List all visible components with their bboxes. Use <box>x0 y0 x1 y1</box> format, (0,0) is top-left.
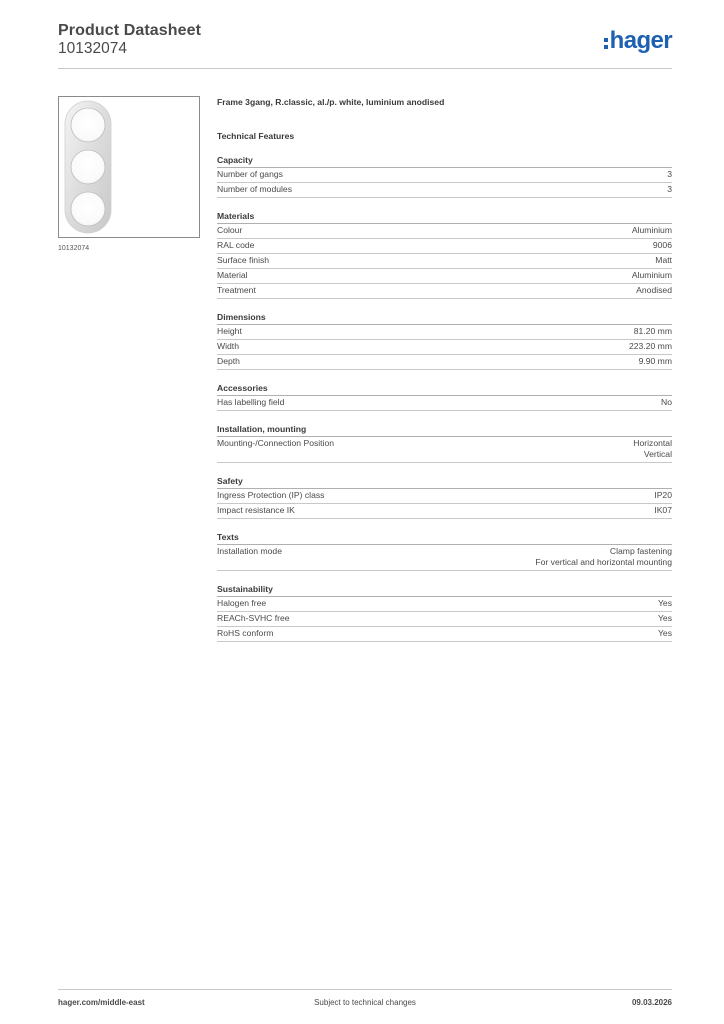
spec-row <box>217 269 672 284</box>
section-capacity <box>217 154 672 198</box>
article-number: 10132074 <box>58 40 127 57</box>
section-title: Accessories <box>217 382 672 396</box>
spec-row <box>217 545 672 571</box>
hager-logo <box>604 26 672 56</box>
spec-row <box>217 504 672 519</box>
section-title: Safety <box>217 475 672 489</box>
spec-row <box>217 254 672 269</box>
spec-row <box>217 597 672 612</box>
spec-value <box>240 356 672 367</box>
footer-website: hager.com/middle-east <box>58 998 145 1007</box>
spec-label: Number of modules <box>217 184 292 194</box>
spec-value-line: Yes <box>657 598 672 608</box>
spec-value <box>284 397 672 408</box>
spec-label: Installation mode <box>217 546 282 556</box>
spec-label: Height <box>217 326 242 336</box>
spec-label: Mounting-/Connection Position <box>217 438 335 448</box>
spec-value <box>334 438 672 460</box>
section-title: Sustainability <box>217 583 672 597</box>
spec-label: RoHS conform <box>217 628 274 638</box>
spec-value-line: 223.20 mm <box>629 341 672 351</box>
frame-3gang-illustration-icon <box>59 97 199 237</box>
section-installation-mounting <box>217 423 672 463</box>
spec-value-line: 9006 <box>652 240 672 250</box>
spec-value <box>256 285 672 296</box>
section-title: Capacity <box>217 154 672 168</box>
spec-value-line: No <box>661 397 672 407</box>
footer-notice: Subject to technical changes <box>314 998 416 1007</box>
document-title: Product Datasheet <box>58 22 202 39</box>
spec-value-line: For vertical and horizontal mounting <box>535 557 672 567</box>
spec-row <box>217 340 672 355</box>
spec-value <box>282 546 672 568</box>
section-sustainability <box>217 583 672 642</box>
product-image <box>58 96 200 238</box>
feature-sections <box>217 154 672 642</box>
footer-date: 09.03.2026 <box>631 998 672 1007</box>
spec-value <box>324 490 672 501</box>
spec-label: Width <box>217 341 239 351</box>
spec-value-line: Yes <box>657 613 672 623</box>
spec-value <box>283 169 672 180</box>
spec-value-line: Horizontal <box>633 438 672 448</box>
spec-value <box>242 225 672 236</box>
technical-features-title: Technical Features <box>217 131 295 141</box>
spec-value <box>248 270 672 281</box>
spec-value <box>242 326 672 337</box>
spec-value <box>290 613 672 624</box>
spec-label: Colour <box>217 225 243 235</box>
spec-row <box>217 627 672 642</box>
product-name: Frame 3gang, R.classic, al./p. white, luminium anodised <box>217 97 445 107</box>
spec-value-line: 9.90 mm <box>638 356 672 366</box>
spec-value-line: Clamp fastening <box>609 546 672 556</box>
spec-value-line: Yes <box>657 628 672 638</box>
spec-value-line: Aluminium <box>631 225 672 235</box>
section-title: Installation, mounting <box>217 423 672 437</box>
spec-value-line: Aluminium <box>631 270 672 280</box>
spec-label: Number of gangs <box>217 169 283 179</box>
section-texts <box>217 531 672 571</box>
spec-label: Has labelling field <box>217 397 285 407</box>
spec-value <box>266 598 672 609</box>
spec-label: Ingress Protection (IP) class <box>217 490 325 500</box>
spec-label: RAL code <box>217 240 255 250</box>
spec-label: Halogen free <box>217 598 267 608</box>
spec-row <box>217 355 672 370</box>
footer-divider <box>58 989 672 990</box>
image-caption: 10132074 <box>58 245 90 252</box>
spec-value <box>273 628 672 639</box>
spec-row <box>217 239 672 254</box>
section-title: Texts <box>217 531 672 545</box>
logo-dots-icon <box>604 38 608 49</box>
spec-value-line: IK07 <box>654 505 672 515</box>
section-title: Dimensions <box>217 311 672 325</box>
section-safety <box>217 475 672 519</box>
spec-row <box>217 183 672 198</box>
spec-value-line: Vertical <box>643 449 672 459</box>
spec-row <box>217 325 672 340</box>
spec-row <box>217 612 672 627</box>
page-header <box>58 20 672 72</box>
spec-value-line: Matt <box>655 255 672 265</box>
spec-row <box>217 224 672 239</box>
spec-value-line: 81.20 mm <box>633 326 672 336</box>
spec-row <box>217 489 672 504</box>
section-dimensions <box>217 311 672 370</box>
spec-label: Surface finish <box>217 255 270 265</box>
spec-value-line: Anodised <box>636 285 672 295</box>
section-materials <box>217 210 672 299</box>
spec-row <box>217 396 672 411</box>
spec-value-line: 3 <box>667 184 672 194</box>
spec-value <box>295 505 672 516</box>
spec-value <box>239 341 672 352</box>
header-divider <box>58 68 672 69</box>
spec-row <box>217 437 672 463</box>
section-title: Materials <box>217 210 672 224</box>
spec-value <box>292 184 672 195</box>
main-content <box>217 96 672 642</box>
spec-row <box>217 284 672 299</box>
spec-label: REACh-SVHC free <box>217 613 290 623</box>
logo-text: hager <box>609 27 672 54</box>
spec-value <box>269 255 672 266</box>
spec-row <box>217 168 672 183</box>
spec-label: Treatment <box>217 285 256 295</box>
spec-label: Material <box>217 270 248 280</box>
spec-value-line: IP20 <box>654 490 672 500</box>
spec-label: Impact resistance IK <box>217 505 295 515</box>
section-accessories <box>217 382 672 411</box>
spec-value <box>254 240 672 251</box>
spec-label: Depth <box>217 356 240 366</box>
spec-value-line: 3 <box>667 169 672 179</box>
